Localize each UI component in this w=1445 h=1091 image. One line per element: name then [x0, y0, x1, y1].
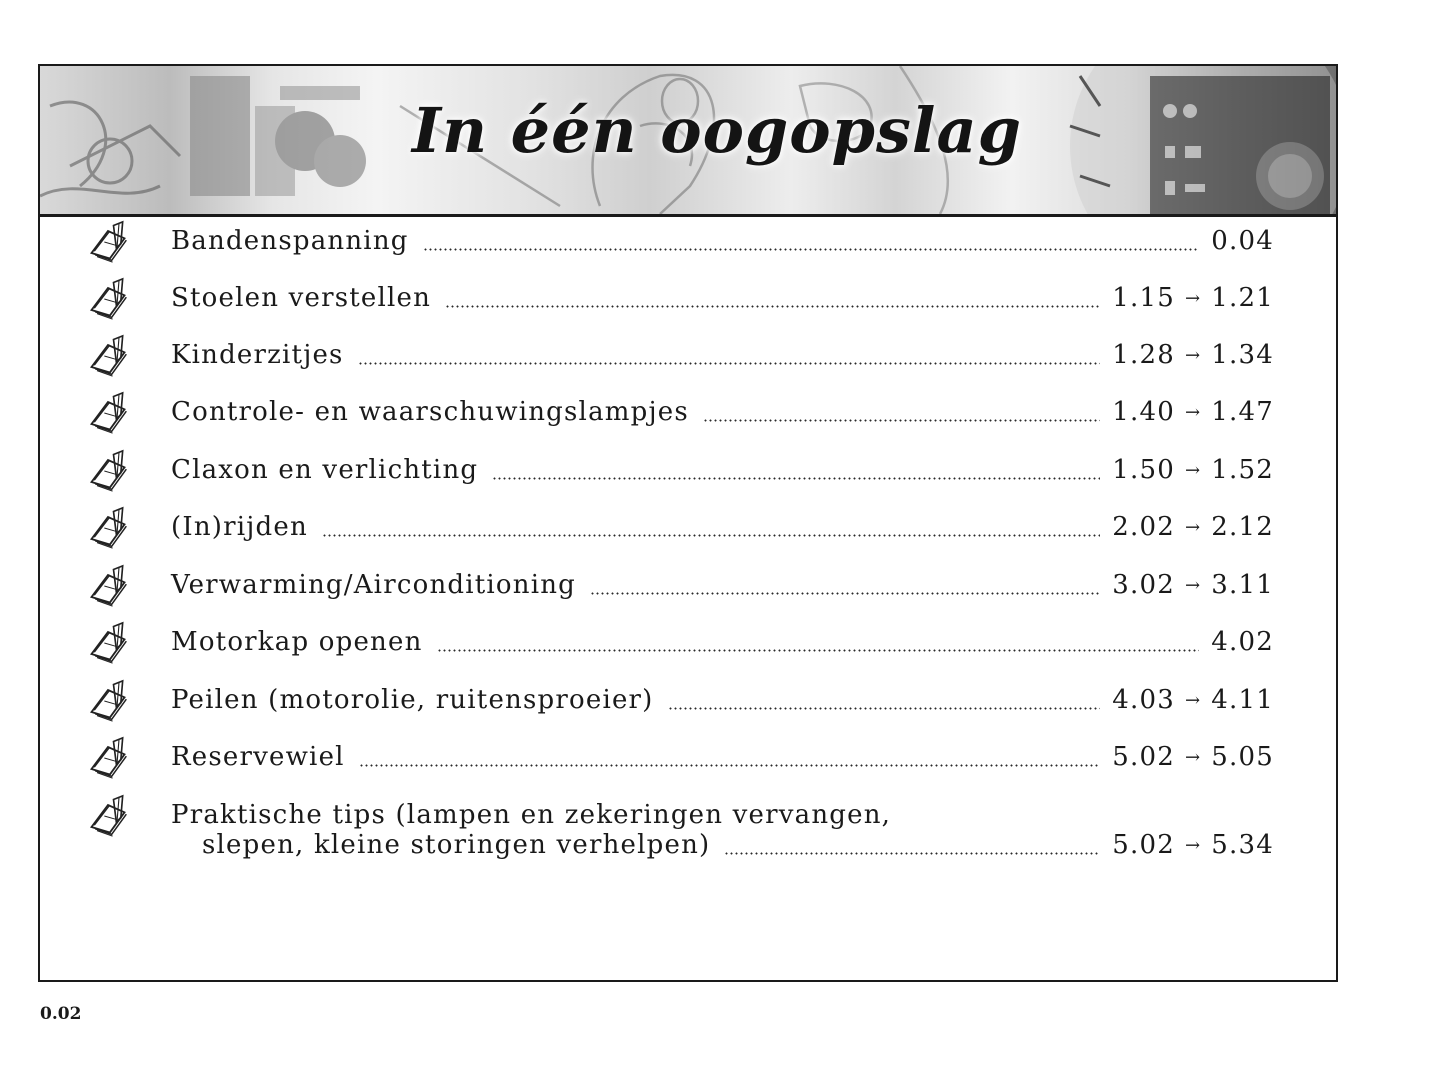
toc-label: Motorkap openen: [171, 627, 423, 657]
page-start: 4.02: [1211, 627, 1274, 657]
dot-leader: [445, 305, 1100, 308]
toc-row[interactable]: [40, 570, 1336, 620]
arrow-right-icon: →: [1185, 288, 1202, 309]
dot-leader: [668, 707, 1100, 710]
arrow-right-icon: →: [1185, 517, 1202, 538]
notebook-pencil-icon: [84, 449, 132, 493]
page-end: 2.12: [1211, 512, 1274, 542]
toc-label: Stoelen verstellen: [171, 283, 432, 313]
header-banner: [40, 66, 1336, 217]
page-start: 4.03: [1112, 685, 1175, 715]
page-start: 3.02: [1112, 570, 1175, 600]
notebook-pencil-icon: [84, 334, 132, 378]
dot-leader: [590, 592, 1100, 595]
page-start: 1.50: [1112, 455, 1175, 485]
toc-row[interactable]: [40, 800, 1336, 860]
toc-label: (In)rijden: [171, 512, 308, 542]
toc-label: Verwarming/Airconditioning: [171, 570, 577, 600]
toc-label: Claxon en verlichting: [171, 455, 479, 485]
toc-label: Bandenspanning: [171, 226, 409, 256]
toc-row[interactable]: [40, 283, 1336, 333]
page-end: 5.34: [1211, 830, 1274, 860]
toc-row[interactable]: [40, 627, 1336, 677]
page-reference: [1112, 512, 1274, 543]
toc-label: Reservewiel: [171, 742, 345, 772]
toc-row[interactable]: [40, 455, 1336, 505]
dot-leader: [724, 852, 1100, 855]
arrow-right-icon: →: [1185, 402, 1202, 423]
toc-row[interactable]: [40, 685, 1336, 735]
dot-leader: [322, 534, 1100, 537]
page-end: 1.52: [1211, 455, 1274, 485]
arrow-right-icon: →: [1185, 575, 1202, 596]
page-number: 0.02: [40, 1004, 82, 1024]
notebook-pencil-icon: [84, 506, 132, 550]
page-start: 5.02: [1112, 742, 1175, 772]
toc-label: Peilen (motorolie, ruitensproeier): [171, 685, 654, 715]
notebook-pencil-icon: [84, 679, 132, 723]
notebook-pencil-icon: [84, 736, 132, 780]
page-reference: [1211, 627, 1274, 657]
page-start: 1.28: [1112, 340, 1175, 370]
page-end: 1.34: [1211, 340, 1274, 370]
page-reference: [1211, 226, 1274, 256]
page-start: 0.04: [1211, 226, 1274, 256]
notebook-pencil-icon: [84, 391, 132, 435]
toc-label: Kinderzitjes: [171, 340, 344, 370]
page-end: 5.05: [1211, 742, 1274, 772]
page-title: In één oogopslag: [412, 94, 1022, 167]
page-start: 5.02: [1112, 830, 1175, 860]
page-start: 2.02: [1112, 512, 1175, 542]
arrow-right-icon: →: [1185, 460, 1202, 481]
page-start: 1.15: [1112, 283, 1175, 313]
content-frame: [38, 64, 1338, 982]
page-reference: [1112, 283, 1274, 314]
toc-row[interactable]: [40, 226, 1336, 276]
notebook-pencil-icon: [84, 220, 132, 264]
dot-leader: [423, 248, 1199, 251]
dot-leader: [359, 764, 1100, 767]
arrow-right-icon: →: [1185, 835, 1202, 856]
page-start: 1.40: [1112, 397, 1175, 427]
toc-row[interactable]: [40, 340, 1336, 390]
page-reference: [1112, 742, 1274, 773]
arrow-right-icon: →: [1185, 690, 1202, 711]
page-end: 4.11: [1211, 685, 1274, 715]
toc-row[interactable]: [40, 512, 1336, 562]
page-end: 3.11: [1211, 570, 1274, 600]
page-reference: [1112, 685, 1274, 716]
dot-leader: [703, 419, 1100, 422]
arrow-right-icon: →: [1185, 747, 1202, 768]
toc-row[interactable]: [40, 397, 1336, 447]
notebook-pencil-icon: [84, 564, 132, 608]
dot-leader: [492, 477, 1100, 480]
notebook-pencil-icon: [84, 794, 132, 838]
dot-leader: [437, 649, 1199, 652]
toc-label: Controle- en waarschuwingslampjes: [171, 397, 689, 427]
toc-row[interactable]: [40, 742, 1336, 792]
page-reference: [1112, 570, 1274, 601]
page-reference: [1112, 455, 1274, 486]
page-reference: [1112, 340, 1274, 371]
page-end: 1.47: [1211, 397, 1274, 427]
page-end: 1.21: [1211, 283, 1274, 313]
notebook-pencil-icon: [84, 621, 132, 665]
arrow-right-icon: →: [1185, 345, 1202, 366]
page-reference: [1112, 830, 1274, 861]
page-reference: [1112, 397, 1274, 428]
toc-label-line2: slepen, kleine storingen verhelpen): [202, 830, 711, 860]
notebook-pencil-icon: [84, 277, 132, 321]
dot-leader: [358, 362, 1100, 365]
toc-label: Praktische tips (lampen en zekeringen vervangen,: [171, 800, 892, 830]
